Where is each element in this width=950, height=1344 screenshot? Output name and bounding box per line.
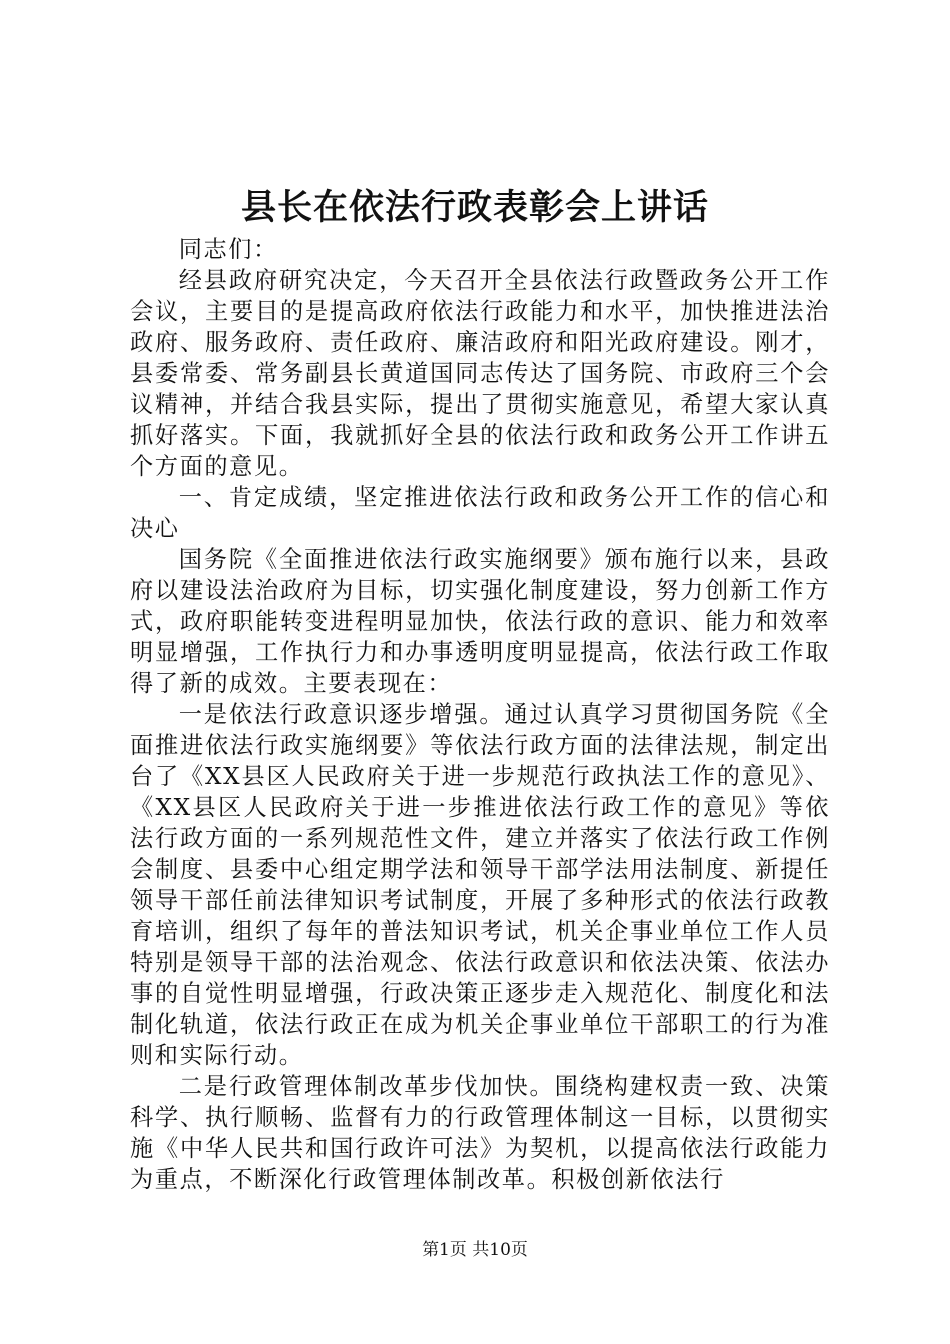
document-title: 县长在依法行政表彰会上讲话 xyxy=(240,187,709,228)
section-heading: 一、肯定成绩，坚定推进依法行政和政务公开工作的信心和决心 xyxy=(130,484,830,542)
paragraph: 二是行政管理体制改革步伐加快。围绕构建权责一致、决策科学、执行顺畅、监督有力的行政管理体制这一目标，以贯彻实施《中华人民共和国行政许可法》为契机，以提高依法行政能力为重点，不断深化行政管理体制改革。积极创新依法行 xyxy=(130,1073,830,1193)
document-body xyxy=(130,234,830,1195)
salutation: 同志们： xyxy=(178,236,278,263)
paragraph: 国务院《全面推进依法行政实施纲要》颁布施行以来，县政府以建设法治政府为目标，切实强化制度建设，努力创新工作方式，政府职能转变进程明显加快，依法行政的意识、能力和效率明显增强，工作执行力和办事透明度明显提高，依法行政工作取得了新的成效。主要表现在： xyxy=(130,546,830,697)
paragraph: 经县政府研究决定，今天召开全县依法行政暨政务公开工作会议，主要目的是提高政府依法行政能力和水平，加快推进法治政府、服务政府、责任政府、廉洁政府和阳光政府建设。刚才，县委常委、常务副县长黄道国同志传达了国务院、市政府三个会议精神，并结合我县实际，提出了贯彻实施意见，希望大家认真抓好落实。下面，我就抓好全县的依法行政和政务公开工作讲五个方面的意见。 xyxy=(130,267,830,480)
paragraph: 一是依法行政意识逐步增强。通过认真学习贯彻国务院《全面推进依法行政实施纲要》等依法行政方面的法律法规，制定出台了《XX县区人民政府关于进一步规范行政执法工作的意见》、《XX县区人民政府关于进一步推进依法行政工作的意见》等依法行政方面的一系列规范性文件，建立并落实了依法行政工作例会制度、县委中心组定期学法和领导干部学法用法制度、新提任领导干部任前法律知识考试制度，开展了多种形式的依法行政教育培训，组织了每年的普法知识考试，机关企事业单位工作人员特别是领导干部的法治观念、依法行政意识和依法决策、依法办事的自觉性明显增强，行政决策正逐步走入规范化、制度化和法制化轨道，依法行政正在成为机关企事业单位干部职工的行为准则和实际行动。 xyxy=(130,701,830,1069)
page-number-footer: 第1页 共10页 xyxy=(422,1240,528,1260)
